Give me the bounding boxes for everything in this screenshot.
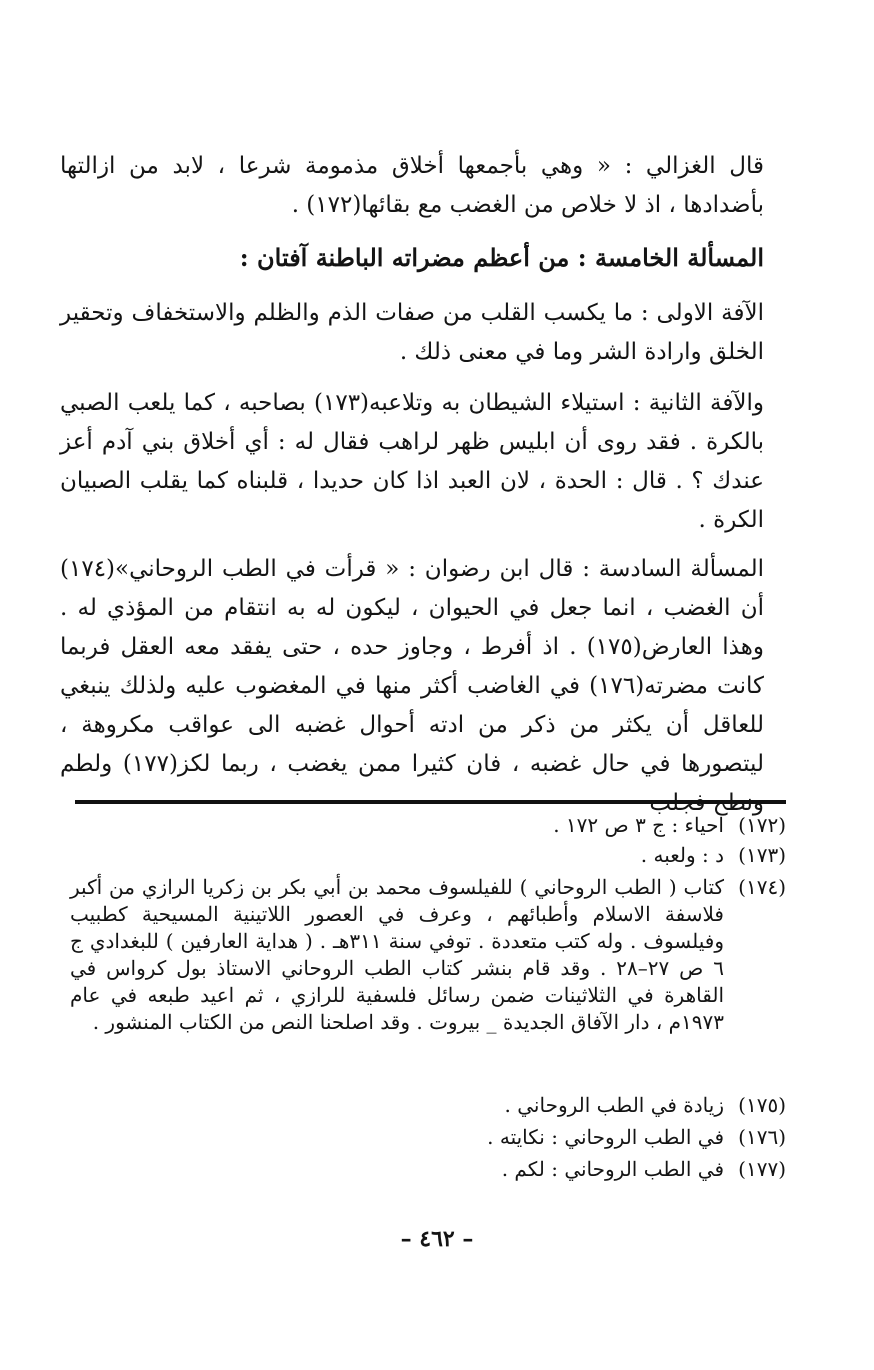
heading-text: المسألة الخامسة : من أعظم مضراته الباطنة آفتان : [239,243,764,272]
footnote-177 [70,1156,786,1183]
paragraph-first-harm [60,294,764,372]
paragraph-text: قال الغزالي : « وهي بأجمعها أخلاق مذمومة شرعا ، لابد من ازالتها بأضدادها ، اذ لا خلاص من الغضب مع بقائها(١٧٢) . [60,153,764,218]
paragraph-text: المسألة السادسة : قال ابن رضوان : « قرأت في الطب الروحاني»(١٧٤) أن الغضب ، انما جعل في الحيوان ، ليكون له به انتقام من المؤذي له . وهذا العارض(١٧٥) . اذ أفرط ، وجاوز حده ، حتى يفقد معه العقل فربما كانت مضرته(١٧٦) في الغاضب أكثر منها في المغضوب عليه ولذلك ينبغي للعاقل أن يكثر من ذكر من ادته أحوال غضبه الى عواقب مكروهة ، ليتصورها في حال غضبه ، فان كثيرا ممن يغضب ، ربما لكز(١٧٧) ولطم [60,556,765,777]
footnote-number: (١٧٧) [738,1157,786,1181]
footnote-175 [70,1092,786,1119]
footnote-172 [70,812,786,839]
footnote-text: كتاب ( الطب الروحاني ) للفيلسوف محمد بن أبي بكر بن زكريا الرازي من أكبر فلاسفة الاسلام وأطبائهم ، وعرف في العصور اللاتينية المسيحية كطبيب وفيلسوف . وله كتب متعددة . توفي سنة ٣١١هـ . ( هداية العارفين ) للبغدادي ج ٦ ص ٢٧–٢٨ . وقد قام بنشر كتاب الطب الروحاني الاستاذ بول كرواس في القاهرة في الثلاثينات ضمن رسائل فلسفية للرازي ، ثم اعيد طبعه في عام ١٩٧٣م ، دار الآفاق الجديدة _ بيروت . وقد اصلحنا النص من الكتاب المنشور . [70,875,725,1034]
footnote-174 [70,874,786,1036]
footnote-text: د : ولعبه . [640,843,724,867]
footnote-text: في الطب الروحاني : لكم . [501,1157,724,1181]
paragraph-second-harm [60,384,764,540]
footnote-separator-rule [75,800,786,804]
footnote-number: (١٧٥) [738,1093,786,1117]
footnote-number: (١٧٣) [738,843,786,867]
footnote-text: زيادة في الطب الروحاني . [504,1093,724,1117]
paragraph-sixth-issue [60,550,764,823]
footnote-text: في الطب الروحاني : نكايته . [487,1125,724,1149]
footnote-text: احياء : ج ٣ ص ١٧٢ . [553,813,724,837]
footnote-number: (١٧٦) [738,1125,786,1149]
paragraph-text: الآفة الاولى : ما يكسب القلب من صفات الذم والظلم والاستخفاف وتحقير الخلق وارادة الشر وما في معنى ذلك . [60,300,764,365]
page-number: – ٤٦٢ – [400,1226,474,1252]
footnote-176 [70,1124,786,1151]
footnote-173 [70,842,786,869]
footnote-number: (١٧٢) [738,813,786,837]
paragraph-ghazali-quote [60,147,764,225]
footnote-number: (١٧٤) [738,875,786,899]
section-heading-fifth-issue [60,238,764,277]
paragraph-text: والآفة الثانية : استيلاء الشيطان به وتلاعبه(١٧٣) بصاحبه ، كما يلعب الصبي بالكرة . فقد روى أن ابليس ظهر لراهب فقال له : أي أخلاق بني آدم أعز عندك ؟ . قال : الحدة ، لان العبد اذا كان حديدا ، قلبناه كما يقلب الصبيان الكرة . [60,390,764,533]
